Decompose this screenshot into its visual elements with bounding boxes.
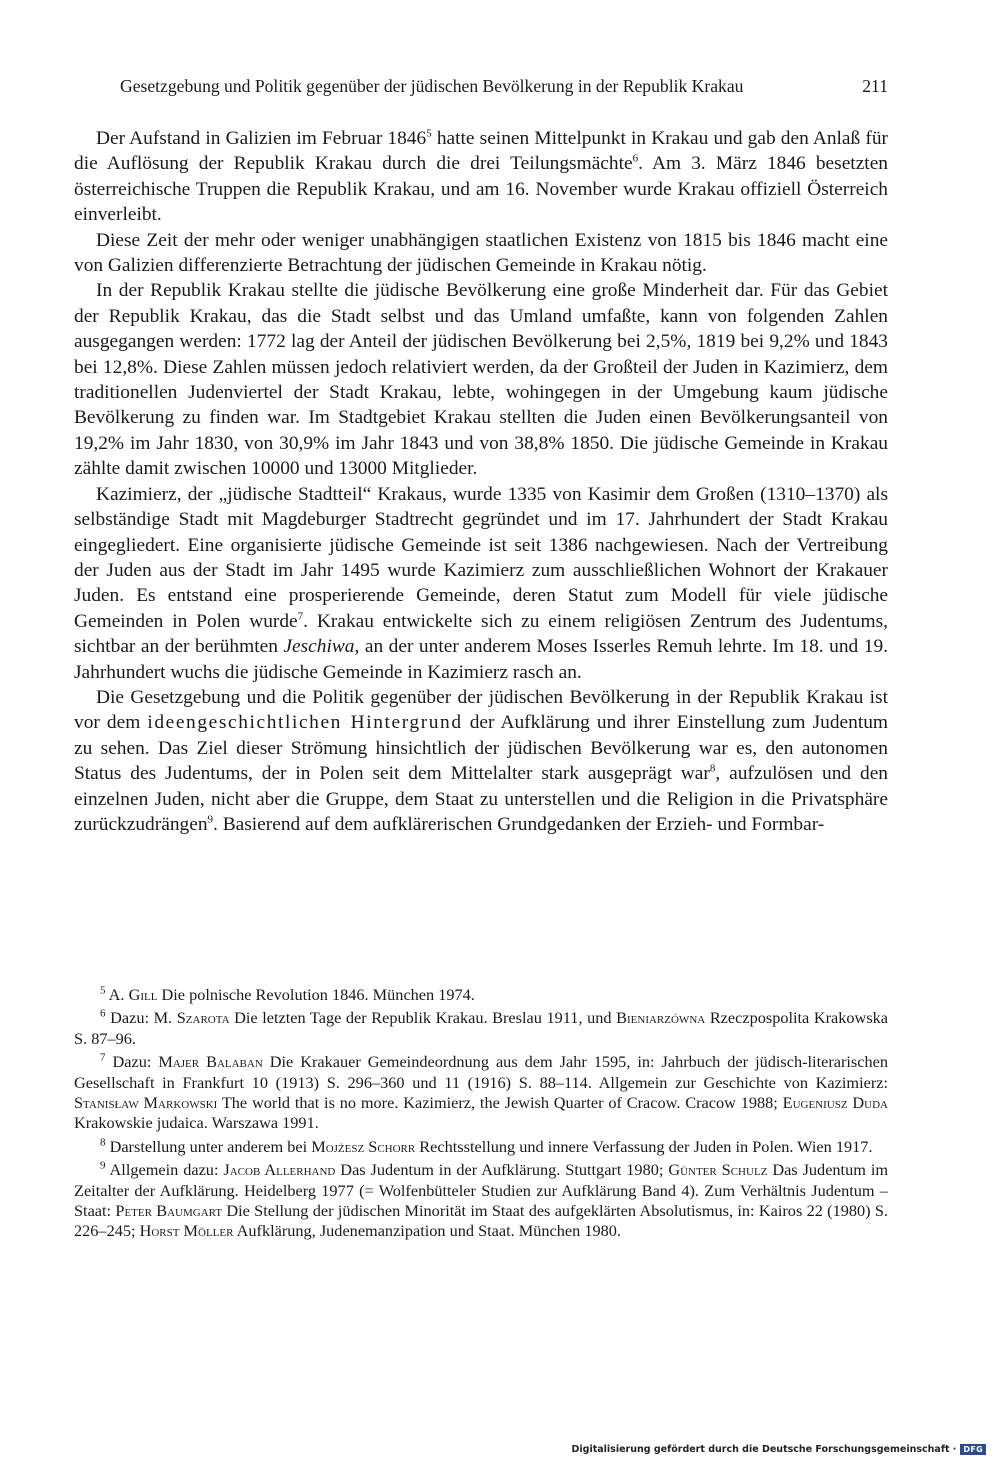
footnote-number: 9 bbox=[100, 1159, 106, 1172]
author-name: Bieniarzówna bbox=[616, 1008, 706, 1028]
text-run: Aufklärung, Judenemanzipation und Staat. München 1980. bbox=[233, 1221, 621, 1241]
text-run: Die Gesetzgebung und die Politik gegenüber der jüdischen Bevölkerung in der Republik Krakau ist vor dem bbox=[74, 686, 888, 734]
footnote-number: 8 bbox=[100, 1136, 106, 1149]
text-run: . Am 3. März 1846 besetzten österreichische Truppen die Republik Krakau, und am 16. November wurde Krakau offiziell Österreich einverleibt. bbox=[74, 153, 888, 226]
dfg-logo-icon: DFG bbox=[960, 1444, 986, 1455]
footnote-ref-7[interactable]: 7 bbox=[297, 610, 304, 623]
text-run: Das Judentum in der Aufklärung. Stuttgart 1980; bbox=[335, 1160, 669, 1180]
text-run: Die Krakauer Gemeindeordnung aus dem Jahr 1595, in: Jahrbuch der jüdisch-literarischen Gesellschaft in Frankfurt 10 (1913) S. 296–360 und 11 (1916) S. 88–114. Allgemein zur Geschichte von Kazimierz: bbox=[74, 1052, 888, 1092]
paragraph-2: Diese Zeit der mehr oder weniger unabhängigen staatlichen Existenz von 1815 bis 1846 macht eine von Galizien differenzierte Betrachtung der jüdischen Gemeinde in Krakau nötig. bbox=[74, 229, 888, 277]
text-run: Rzeczpospolita Krakowska S. 87–96. bbox=[74, 1008, 889, 1048]
author-name: Peter Baumgart bbox=[115, 1201, 223, 1221]
text-run: , aufzulösen und den einzelnen Juden, nicht aber die Gruppe, dem Staat zu unterstellen und die Religion in die Privatsphäre zurückzudrängen bbox=[74, 763, 888, 835]
author-name: Horst Möller bbox=[139, 1221, 234, 1241]
author-name: Günter Schulz bbox=[668, 1160, 768, 1180]
paragraph-3: In der Republik Krakau stellte die jüdische Bevölkerung eine große Minderheit dar. Für das Gebiet der Republik Krakau, das die Stadt selbst und das Umland umfaßte, kann von folgenden Zahlen ausgegangen werden: 1772 lag der Anteil der jüdischen Bevölkerung bei 2,5%, 1819 bei 9,2% und 1843 bei 12,8%. Diese Zahlen müssen jedoch relativiert werden, da der Großteil der Juden in Kazimierz, dem traditionellen Judenviertel der Stadt Krakau, lebte, wohingegen in der Umgebung kaum jüdische Bevölkerung zu finden war. Im Stadtgebiet Krakau stellten die Juden einen Bevölkerungsanteil von 19,2% im Jahr 1830, von 30,9% im Jahr 1843 und von 38,8% 1850. Die jüdische Gemeinde in Krakau zählte damit zwischen 10000 und 13000 Mitglieder. bbox=[74, 280, 888, 480]
spaced-emphasis: ideengeschichtlichen Hintergrund bbox=[147, 712, 463, 734]
footnote-ref-9[interactable]: 9 bbox=[207, 813, 214, 826]
footnote-number: 5 bbox=[100, 984, 106, 997]
funding-text: Digitalisierung gefördert durch die Deutsche Forschungsgemeinschaft · bbox=[571, 1444, 957, 1455]
footnote-number: 7 bbox=[100, 1051, 106, 1064]
author-name: Mojżesz Schorr bbox=[311, 1136, 416, 1156]
text-run: Dazu: bbox=[112, 1052, 159, 1072]
text-run: Dazu: M. bbox=[110, 1008, 177, 1028]
italic-term: Jeschiwa, bbox=[283, 636, 360, 658]
footnote-8 bbox=[74, 1137, 888, 1157]
paragraph-1 bbox=[74, 126, 888, 228]
author-name: Majer Balaban bbox=[158, 1052, 263, 1072]
author-name: Gill bbox=[128, 985, 158, 1004]
text-run: . Basierend auf dem aufklärerischen Grundgedanken der Erzieh- und Formbar- bbox=[213, 813, 825, 835]
footnote-ref-6[interactable]: 6 bbox=[632, 152, 639, 165]
footnote-7 bbox=[74, 1052, 888, 1134]
footnote-9 bbox=[74, 1160, 888, 1242]
text-run: Die Stellung der jüdischen Minorität im Staat des aufgeklärten Absolutismus, in: Kairos 22 (1980) S. 226–245; bbox=[74, 1201, 889, 1241]
footnote-number: 6 bbox=[100, 1007, 106, 1020]
footnote-5 bbox=[74, 985, 888, 1005]
text-run: A. bbox=[108, 985, 129, 1004]
text-run: Die polnische Revolution 1846. München 1974. bbox=[157, 985, 475, 1004]
author-name: Stanisław Markowski bbox=[74, 1093, 218, 1113]
footnote-6 bbox=[74, 1008, 888, 1049]
author-name: Eugeniusz Duda bbox=[782, 1093, 888, 1113]
text-run: hatte seinen Mittelpunkt in Krakau und gab den Anlaß für die Auflösung der Republik Krakau durch die drei Teilungsmächte bbox=[74, 128, 888, 175]
author-name: Jacob Allerhand bbox=[223, 1160, 336, 1180]
funding-banner bbox=[572, 1444, 986, 1455]
text-run: Das Judentum im Zeitalter der Aufklärung. Heidelberg 1977 (= Wolfenbütteler Studien zur Aufklärung Band 4). Zum Verhältnis Judentum – Staat: bbox=[74, 1160, 889, 1221]
text-run: der Aufklärung und ihrer Einstellung zum Judentum zu sehen. Das Ziel dieser Strömung hinsichtlich der jüdischen Bevölkerung war es, den autonomen Status des Judentums, der in Polen seit dem Mittelalter stark ausgeprägt war bbox=[74, 712, 888, 785]
text-run: Darstellung unter anderem bei bbox=[109, 1136, 312, 1156]
text-run: an der unter anderem Moses Isserles Remuh lehrte. Im 18. und 19. Jahrhundert wuchs die jüdische Gemeinde in Kazimierz rasch an. bbox=[74, 636, 888, 683]
paragraph-4 bbox=[74, 482, 888, 685]
paragraph-5 bbox=[74, 685, 888, 837]
author-name: Szarota bbox=[176, 1008, 230, 1028]
text-run: The world that is no more. Kazimierz, the Jewish Quarter of Cracow. Cracow 1988; bbox=[217, 1093, 783, 1113]
text-run: Allgemein dazu: bbox=[109, 1160, 224, 1180]
text-run: Die letzten Tage der Republik Krakau. Breslau 1911, und bbox=[229, 1008, 617, 1028]
text-run: Kazimierz, der „jüdische Stadtteil“ Krakaus, wurde 1335 von Kasimir dem Großen (1310–1370) als selbständige Stadt mit Magdeburger Stadtrecht gegründet und im 17. Jahrhundert der Stadt Krakau eingegliedert. Eine organisierte jüdische Gemeinde ist seit 1386 nachgewiesen. Nach der Vertreibung der Juden aus der Stadt im Jahr 1495 wurde Kazimierz zum ausschließlichen Wohnort der Krakauer Juden. Es entstand eine prosperierende Gemeinde, deren Statut zum Modell für viele jüdische Gemeinden in Polen wurde bbox=[74, 483, 888, 632]
body-text bbox=[74, 126, 888, 837]
footnote-ref-8[interactable]: 8 bbox=[709, 762, 716, 775]
text-run: Krakowskie judaica. Warszawa 1991. bbox=[74, 1113, 319, 1133]
footnote-ref-5[interactable]: 5 bbox=[426, 127, 432, 140]
text-run: Der Aufstand in Galizien im Februar 1846 bbox=[96, 128, 427, 149]
text-run: . Krakau entwickelte sich zu einem religiösen Zentrum des Judentums, sichtbar an der berühmten bbox=[74, 610, 888, 658]
running-title: Gesetzgebung und Politik gegenüber der jüdischen Bevölkerung in der Republik Krakau bbox=[120, 76, 744, 96]
page-number: 211 bbox=[862, 76, 888, 96]
footnotes bbox=[74, 985, 888, 1245]
text-run: Rechtsstellung und innere Verfassung der Juden in Polen. Wien 1917. bbox=[415, 1136, 873, 1156]
